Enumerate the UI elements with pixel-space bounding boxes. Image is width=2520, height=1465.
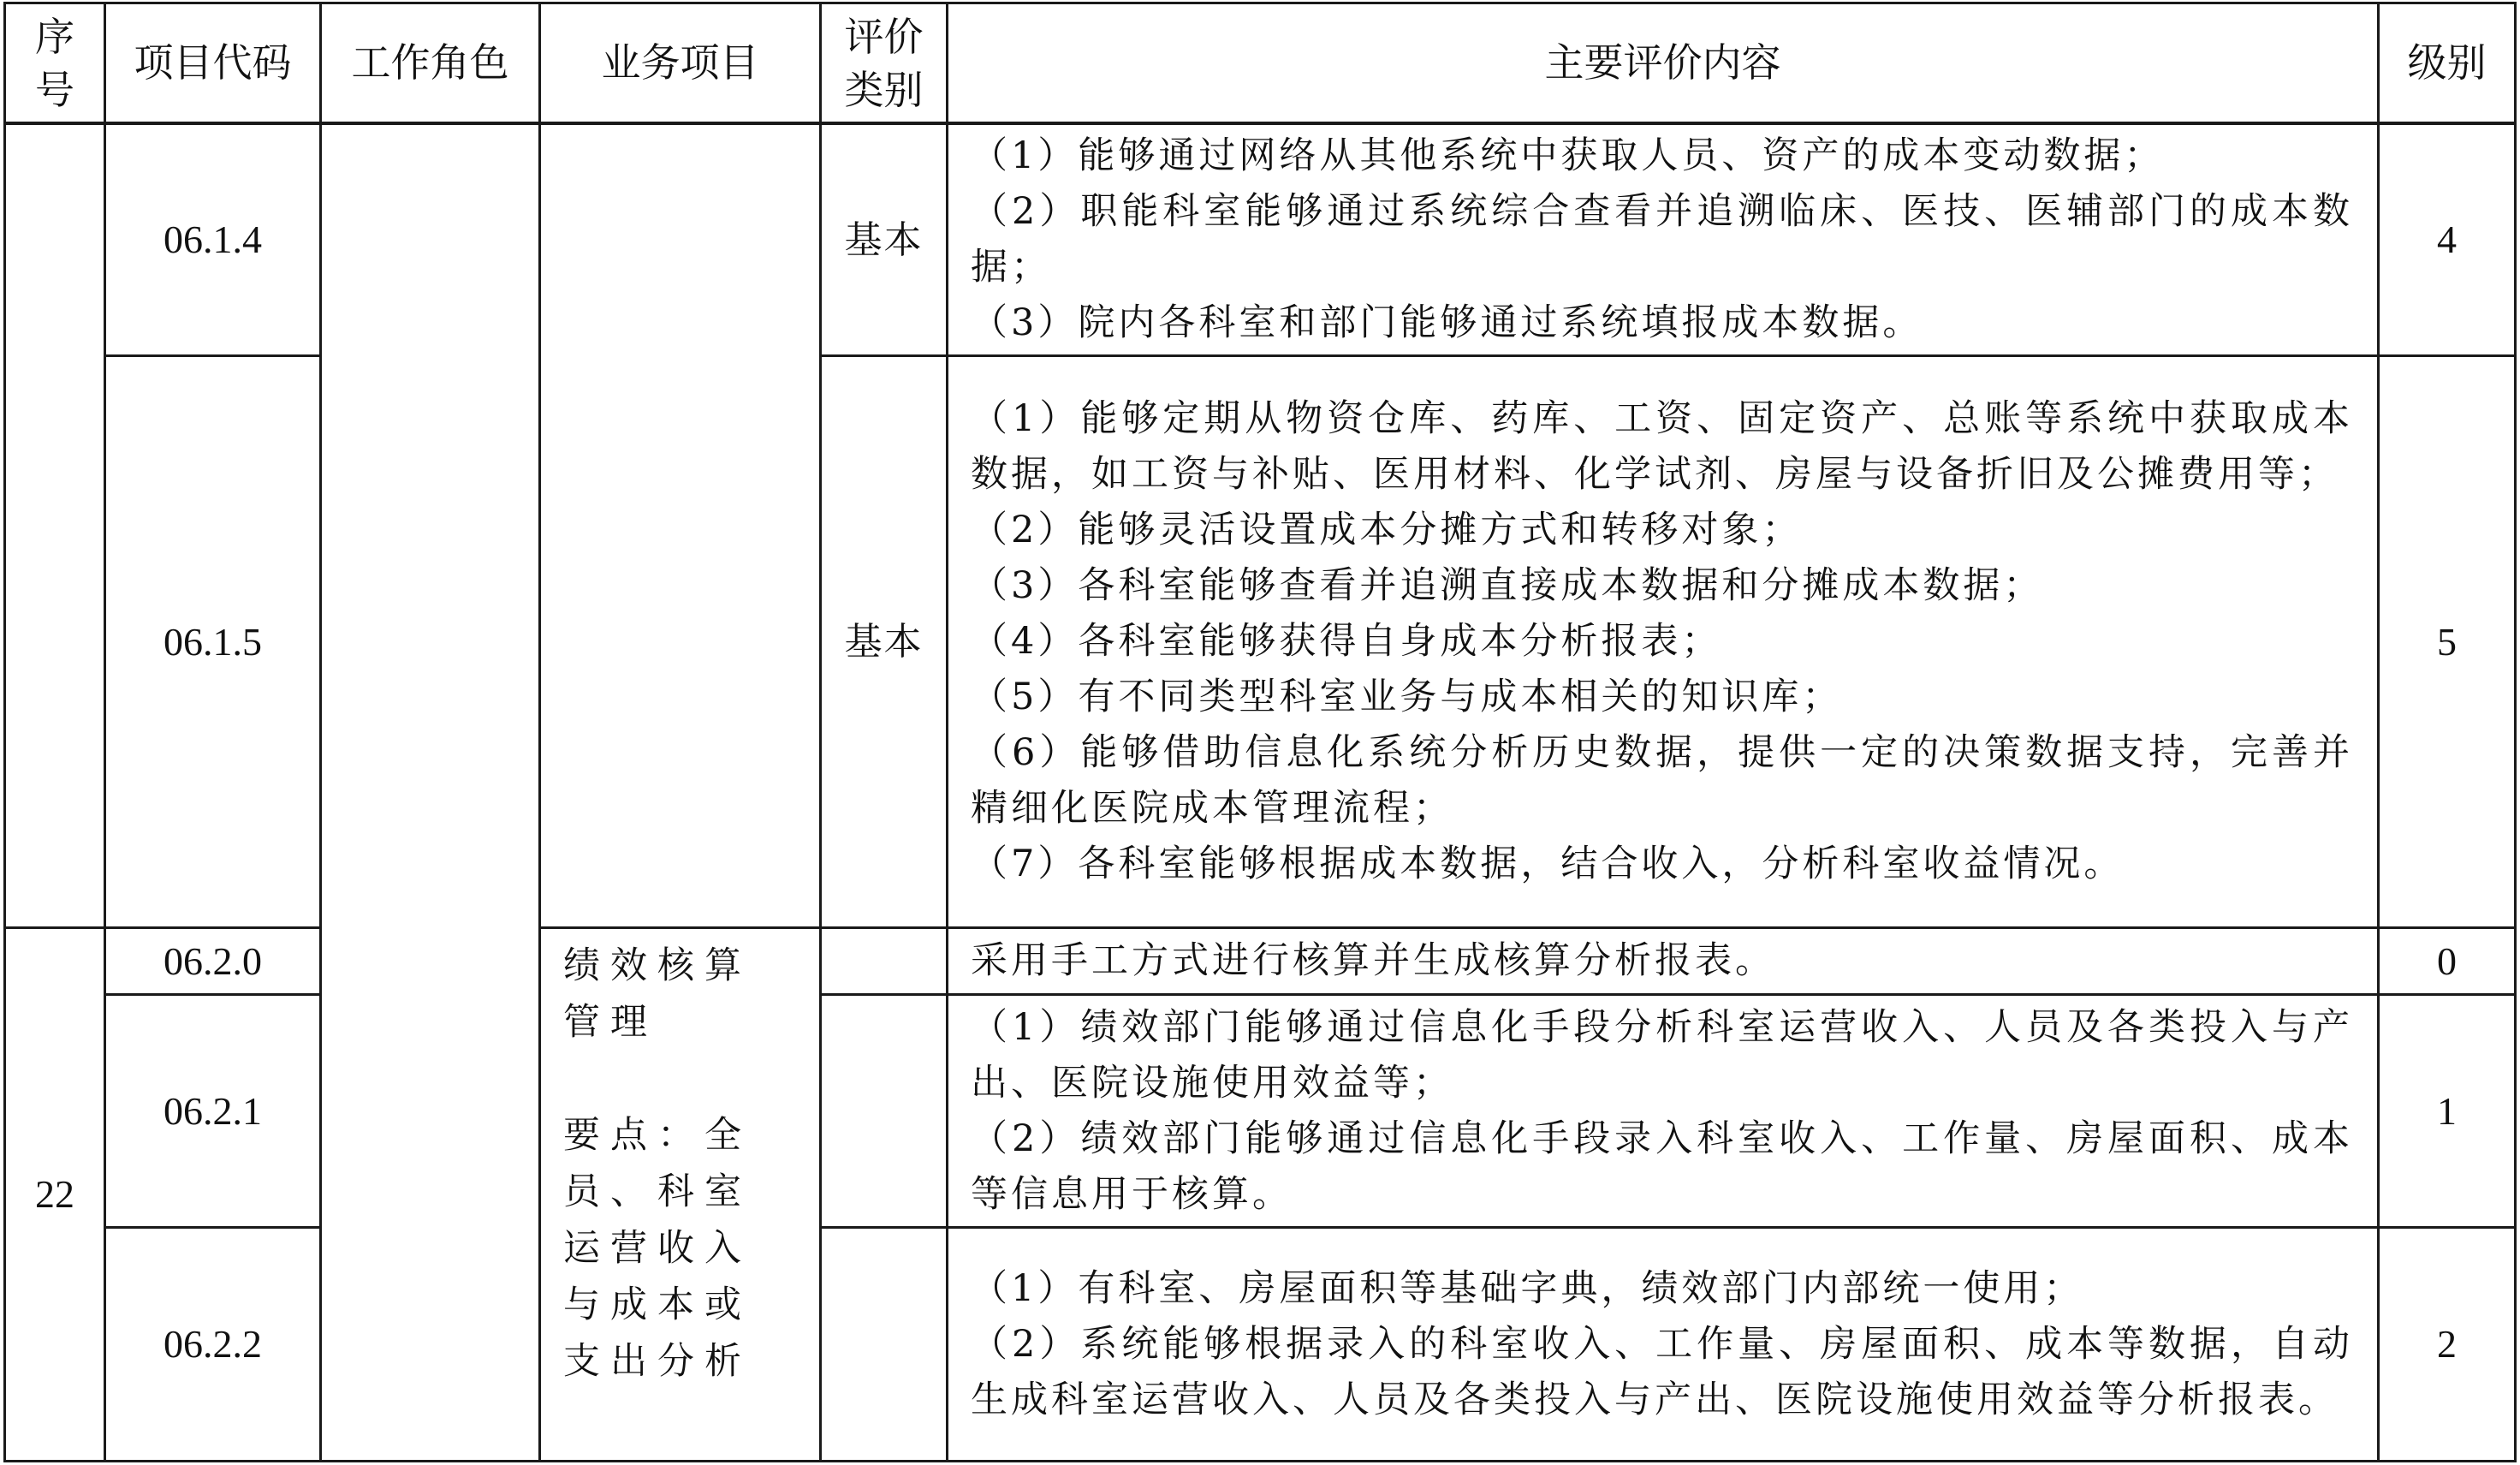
header-seq: 序号 — [35, 13, 74, 113]
row-code: 06.2.2 — [163, 1322, 262, 1367]
business-points: 要点：全员、科室运营收入与成本或支出分析 — [563, 1114, 752, 1383]
row-level: 2 — [2437, 1322, 2457, 1367]
header-biz: 业务项目 — [601, 39, 759, 86]
content-line: （3）各科室能够查看并追溯直接成本数据和分摊成本数据； — [971, 564, 2044, 607]
row-code: 06.1.5 — [163, 619, 262, 664]
col-right — [2514, 2, 2517, 1462]
content-line: （2）系统能够根据录入的科室收入、工作量、房屋面积、成本等数据，自动生成科室运营收入、人员及各类投入与产出、医院设施使用效益等分析报表。 — [971, 1322, 2353, 1421]
content-line: （1）绩效部门能够通过信息化手段分析科室运营收入、人员及各类投入与产出、医院设施使用效益等； — [971, 1005, 2353, 1105]
row-code: 06.1.4 — [163, 217, 262, 262]
content-line: （1）有科室、房屋面积等基础字典，绩效部门内部统一使用； — [971, 1266, 2084, 1310]
content-line: （7）各科室能够根据成本数据，结合收入，分析科室收益情况。 — [971, 843, 2125, 885]
group-business-item — [541, 929, 819, 1460]
row-content — [948, 357, 2377, 926]
group-seq: 22 — [35, 1172, 74, 1217]
row-category: 基本 — [844, 620, 924, 664]
content-line: 采用手工方式进行核算并生成核算分析报表。 — [971, 939, 1775, 982]
header-cat: 评价类别 — [844, 13, 924, 113]
row-level: 5 — [2437, 619, 2457, 664]
rule-bottom — [3, 1460, 2517, 1462]
header-level: 级别 — [2407, 39, 2487, 86]
content-line: （2）绩效部门能够通过信息化手段录入科室收入、工作量、房屋面积、成本等信息用于核算。 — [971, 1117, 2353, 1216]
header-content: 主要评价内容 — [1544, 39, 1781, 86]
row-category — [822, 996, 946, 1226]
header-role: 工作角色 — [351, 39, 509, 86]
content-line: （5）有不同类型科室业务与成本相关的知识库； — [971, 676, 1843, 718]
content-line: （1）能够定期从物资仓库、药库、工资、固定资产、总账等系统中获取成本数据，如工资与补贴、医用材料、化学试剂、房屋与设备折旧及公摊费用等； — [971, 397, 2353, 496]
row-content — [948, 996, 2377, 1226]
row-content — [948, 1229, 2377, 1460]
col-code — [319, 2, 322, 1462]
row-content — [948, 125, 2377, 354]
content-line: （2）能够灵活设置成本分摊方式和转移对象； — [971, 509, 1803, 551]
header-code: 项目代码 — [134, 39, 292, 86]
row-category — [822, 1229, 946, 1460]
row-code: 06.2.1 — [163, 1088, 262, 1133]
content-line: （4）各科室能够获得自身成本分析报表； — [971, 620, 1722, 663]
row-content — [948, 929, 2377, 993]
row-level: 4 — [2437, 217, 2457, 262]
row-category: 基本 — [844, 217, 924, 262]
row-code: 06.2.0 — [163, 938, 262, 983]
content-line: （3）院内各科室和部门能够通过系统填报成本数据。 — [971, 301, 1923, 344]
content-line: （6）能够借助信息化系统分析历史数据，提供一定的决策数据支持，完善并精细化医院成本管理流程； — [971, 731, 2353, 830]
row-category — [822, 929, 946, 993]
content-line: （2）职能科室能够通过系统综合查看并追溯临床、医技、医辅部门的成本数据； — [971, 190, 2353, 289]
business-title: 绩效核算管理 — [563, 944, 752, 1044]
row-level: 0 — [2437, 938, 2457, 983]
row-level: 1 — [2437, 1088, 2457, 1133]
content-line: （1）能够通过网络从其他系统中获取人员、资产的成本变动数据； — [971, 134, 2165, 177]
